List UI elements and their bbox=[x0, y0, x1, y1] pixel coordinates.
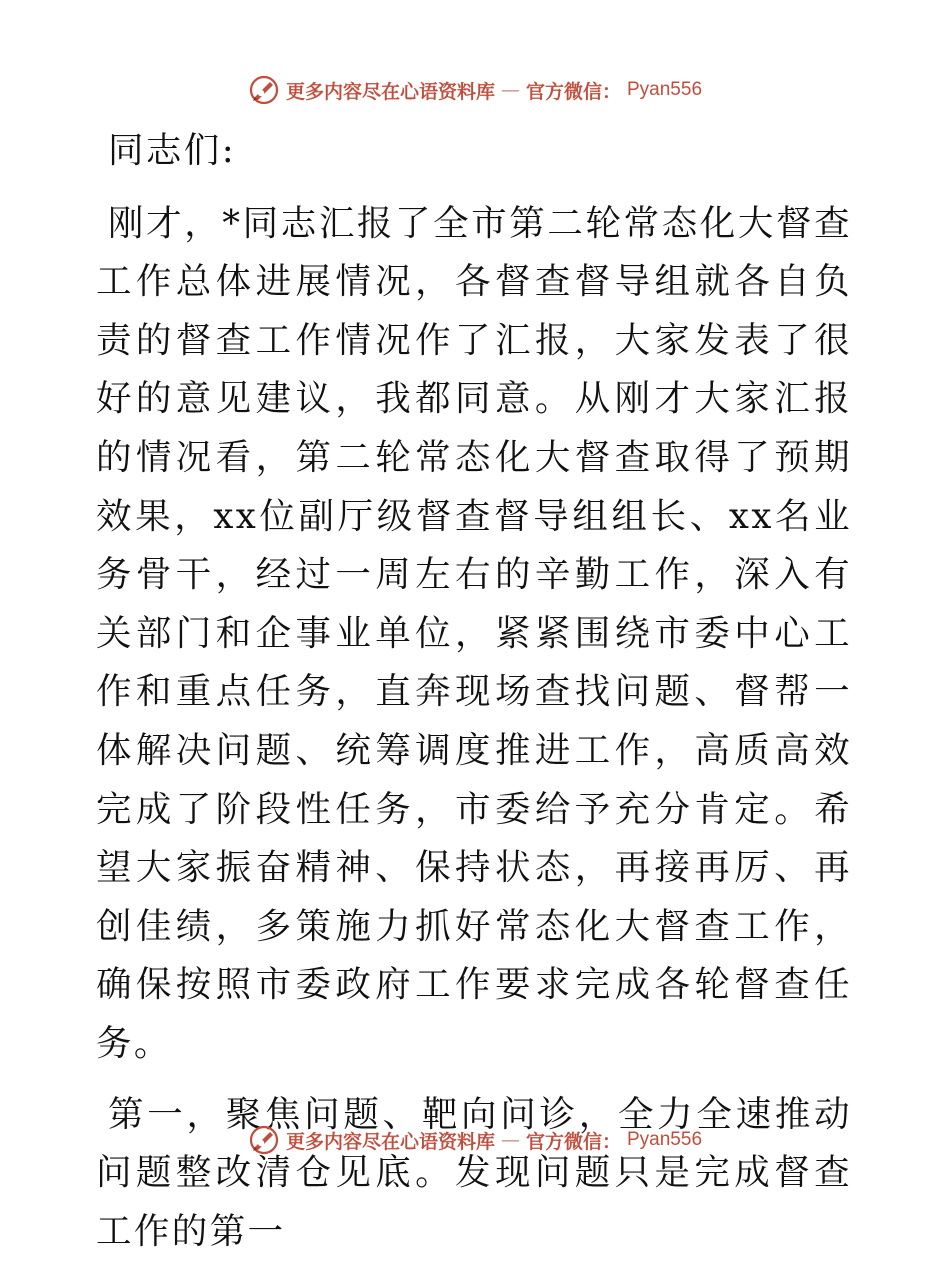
watermark-footer bbox=[0, 1124, 950, 1156]
watermark-official-label: 官方微信： bbox=[525, 80, 621, 103]
watermark-wechat-id: Pyan556 bbox=[627, 79, 703, 100]
watermark-main-text: 更多内容尽在心语资料库 bbox=[285, 1130, 495, 1153]
watermark-separator: — bbox=[500, 79, 520, 101]
paragraph-1: 刚才，*同志汇报了全市第二轮常态化大督查工作总体进展情况，各督查督导组就各自负责的督查工作情况作了汇报，大家发表了很好的意见建议，我都同意。从刚才大家汇报的情况看，第二轮常态化大督查取得了预期效果，xx位副厅级督查督导组组长、xx名业务骨干，经过一周左右的辛勤工作，深入有关部门和企事业单位，紧紧围绕市委中心工作和重点任务，直奔现场查找问题、督帮一体解决问题、统筹调度推进工作，高质高效完成了阶段性任务，市委给予充分肯定。希望大家振奋精神、保持状态，再接再厉、再创佳绩，多策施力抓好常态化大督查工作，确保按照市委政府工作要求完成各轮督查任务。 bbox=[96, 202, 852, 1064]
watermark-header bbox=[0, 74, 950, 106]
watermark-main-text: 更多内容尽在心语资料库 bbox=[285, 80, 495, 103]
paragraph-2: 第一，聚焦问题、靶向问诊，全力全速推动问题整改清仓见底。发现问题只是完成督查工作的第一 bbox=[96, 1093, 852, 1252]
pen-logo-icon bbox=[248, 74, 280, 106]
watermark-official-label: 官方微信： bbox=[525, 1130, 621, 1153]
pen-logo-icon bbox=[248, 1124, 280, 1156]
document-body bbox=[96, 122, 852, 1273]
watermark-separator: — bbox=[500, 1129, 520, 1151]
salutation: 同志们: bbox=[108, 130, 237, 171]
watermark-wechat-id: Pyan556 bbox=[627, 1129, 703, 1150]
